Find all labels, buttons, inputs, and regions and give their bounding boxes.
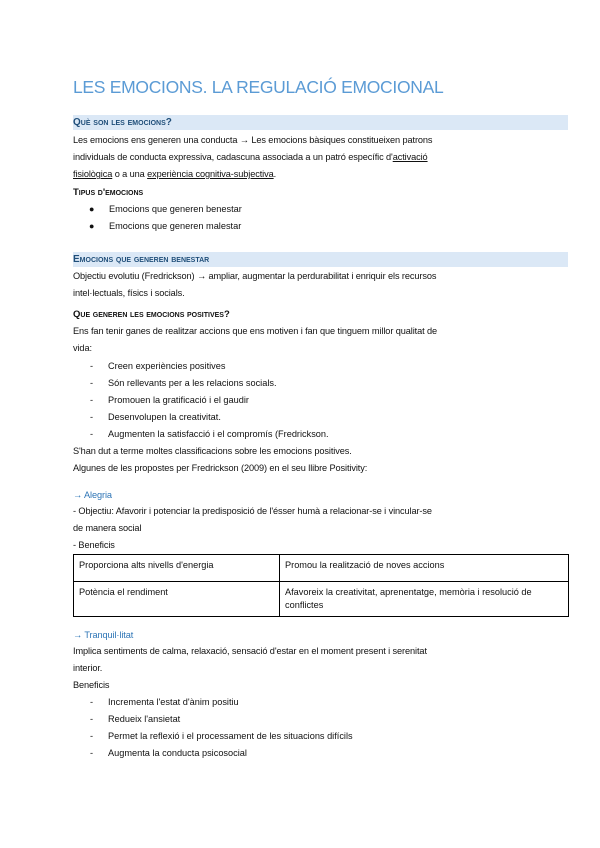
alegria-heading: → Alegria (73, 490, 112, 500)
objective-line-1: Objectiu evolutiu (Fredrickson) → ampliar, augmentar la perdurabilitat i enriquir els recursos (73, 271, 437, 281)
definition-line-3: fisiològica o a una experiència cognitiva-subjectiva. (73, 169, 277, 179)
table-cell: Potència el rendiment (74, 582, 280, 617)
link-fisiologica: fisiològica (73, 169, 113, 179)
table-row (74, 555, 569, 582)
tranquil-desc-2: interior. (73, 663, 103, 673)
page-title: LES EMOCIONS. LA REGULACIÓ EMOCIONAL (73, 77, 444, 97)
proposals-line: Algunes de les propostes per Fredrickson (2009) en el seu llibre Positivity: (73, 463, 368, 473)
intro-line-2: vida: (73, 343, 92, 353)
link-activacio: activació (392, 152, 428, 162)
tranquil-desc-1: Implica sentiments de calma, relaxació, sensació d'estar en el moment present i serenitat (73, 646, 427, 656)
heading-tipus: Tipus d'emocions (73, 187, 144, 198)
table-cell: Afavoreix la creativitat, aprenentatge, memòria i resolució de conflictes (280, 582, 569, 617)
table-cell: Proporciona alts nivells d'energia (74, 555, 280, 582)
heading-que-son: Què son les emocions? (73, 117, 172, 128)
heading-positives: Que generen les emocions positives? (73, 309, 230, 320)
table-cell: Promou la realització de noves accions (280, 555, 569, 582)
alegria-objective-2: de manera social (73, 523, 142, 533)
tranquil-heading: → Tranquil·litat (73, 630, 134, 640)
tranquil-benefits-label: Beneficis (73, 680, 110, 690)
benefits-table (73, 554, 569, 617)
alegria-benefits-label: - Beneficis (73, 540, 115, 550)
objective-line-2: intel·lectuals, físics i socials. (73, 288, 185, 298)
bullet-icon: ● (89, 204, 95, 214)
definition-line-2: individuals de conducta expressiva, cadascuna associada a un patró específic d'activació (73, 152, 428, 162)
intro-line-1: Ens fan tenir ganes de realitzar accions que ens motiven i fan que tinguem millor qualitat de (73, 326, 438, 336)
heading-benestar: Emocions que generen benestar (73, 254, 210, 265)
link-experiencia: experiència cognitiva-subjectiva (147, 169, 274, 179)
alegria-objective-1: - Objectiu: Afavorir i potenciar la predisposició de l'ésser humà a relacionar-se i vincular-se (73, 506, 432, 516)
definition-line-1: Les emocions ens generen una conducta → Les emocions bàsiques constitueixen patrons (73, 135, 433, 145)
table-row (74, 582, 569, 617)
bullet-icon: ● (89, 221, 95, 231)
classification-line: S'han dut a terme moltes classificacions sobre les emocions positives. (73, 446, 352, 456)
